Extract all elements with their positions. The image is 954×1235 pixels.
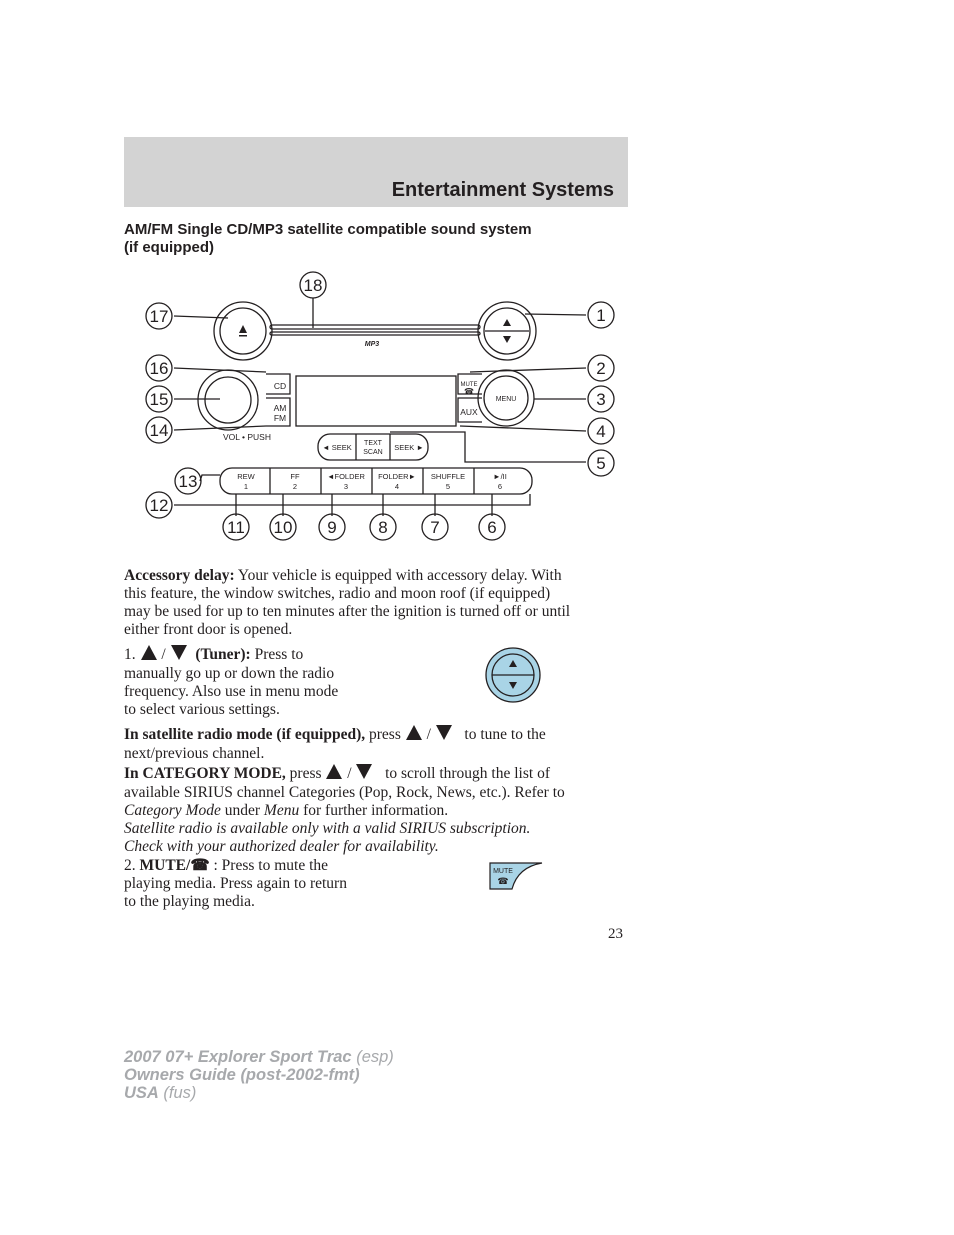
accessory-line1: Your vehicle is equipped with accessory delay. With (234, 567, 562, 584)
item1-line1: Press to (250, 646, 304, 663)
preset-6-top: ►/II (493, 472, 507, 481)
aux-label: AUX (460, 407, 478, 417)
seek-left-label: ◄ SEEK (322, 443, 352, 452)
menu-label: MENU (495, 396, 517, 403)
callout-9: 9 (327, 518, 337, 537)
item1-line2: manually go up or down the radio (124, 665, 335, 682)
seek-right-label: SEEK ► (394, 443, 424, 452)
preset-4-num: 4 (394, 482, 400, 491)
mute-description (124, 857, 384, 911)
item1-line3: frequency. Also use in menu mode (124, 683, 339, 700)
header-band (124, 137, 628, 207)
item2-line3: to the playing media. (124, 893, 255, 910)
satellite-slash: / (426, 726, 431, 743)
up-arrow-icon (406, 725, 422, 740)
section-heading-line2: (if equipped) (124, 239, 214, 256)
phone-icon: ☎ (190, 857, 210, 874)
preset-5-num: 5 (445, 482, 451, 491)
callout-6: 6 (487, 518, 497, 537)
mute-button-illustration (488, 861, 544, 891)
vol-push-label: VOL • PUSH (222, 432, 272, 442)
mute-button-label: MUTE (493, 868, 513, 875)
down-arrow-icon (171, 645, 187, 660)
text-label: TEXT (364, 440, 382, 447)
callout-4: 4 (596, 422, 606, 441)
category-under: under (220, 802, 264, 819)
satellite-line2: next/previous channel. (124, 745, 265, 762)
preset-6-num: 6 (497, 482, 503, 491)
tuner-description (124, 645, 374, 719)
callout-10: 10 (273, 518, 293, 537)
mute-label: MUTE (460, 382, 478, 388)
callout-18: 18 (303, 276, 323, 295)
satellite-press: press (365, 726, 401, 743)
radio-faceplate-diagram (140, 270, 630, 548)
preset-4-top: FOLDER► (378, 472, 416, 481)
item2-line2: playing media. Press again to return (124, 875, 347, 892)
tuner-label: (Tuner): (195, 646, 251, 663)
callout-7: 7 (430, 518, 440, 537)
preset-2-num: 2 (292, 482, 298, 491)
callout-8: 8 (378, 518, 388, 537)
category-slash: / (347, 765, 352, 782)
down-arrow-icon (356, 764, 372, 779)
category-mode-paragraph (124, 764, 634, 856)
document-footer (124, 1048, 394, 1102)
satellite-after: to tune to the (464, 726, 546, 743)
down-arrow-icon (436, 725, 452, 740)
footer-line3-bold: USA (124, 1084, 159, 1102)
accessory-line2: this feature, the window switches, radio and moon roof (if equipped) (124, 585, 551, 602)
category-line2: available SIRIUS channel Categories (Pop, Rock, News, etc.). Refer to (124, 784, 565, 801)
mute-label-text: MUTE/ (139, 857, 191, 874)
item1-line4: to select various settings. (124, 701, 280, 718)
category-mode-ref: Category Mode (124, 802, 221, 819)
preset-5-top: SHUFFLE (430, 472, 466, 481)
item2-number: 2. (124, 857, 136, 874)
callout-14: 14 (149, 421, 169, 440)
callout-11: 11 (227, 518, 245, 537)
am-label: AM (273, 403, 287, 413)
callout-5: 5 (596, 454, 606, 473)
callout-1: 1 (596, 306, 606, 325)
sirius-note-line1: Satellite radio is available only with a valid SIRIUS subscription. (124, 820, 531, 837)
accessory-line4: either front door is opened. (124, 621, 293, 638)
fm-label: FM (273, 413, 287, 423)
scan-label: SCAN (363, 449, 383, 456)
up-arrow-icon (141, 645, 157, 660)
satellite-mode-paragraph (124, 725, 634, 763)
callout-15: 15 (149, 390, 169, 409)
phone-icon: ☎ (464, 387, 474, 396)
footer-line2-bold: Owners Guide (post-2002-fmt) (124, 1066, 360, 1084)
page-number: 23 (608, 926, 623, 942)
section-heading-line1: AM/FM Single CD/MP3 satellite compatible sound system (124, 221, 532, 238)
callout-2: 2 (596, 359, 606, 378)
accessory-line3: may be used for up to ten minutes after the ignition is turned off or until (124, 603, 571, 620)
preset-1-num: 1 (243, 482, 249, 491)
item2-line1: : Press to mute the (209, 857, 329, 874)
accessory-delay-label: Accessory delay: (124, 567, 235, 584)
menu-ref: Menu (263, 802, 300, 819)
footer-line3-rest: (fus) (158, 1084, 197, 1102)
category-after: to scroll through the list of (385, 765, 550, 782)
callout-16: 16 (149, 359, 169, 378)
satellite-mode-label: In satellite radio mode (if equipped), (124, 726, 366, 743)
mp3-logo: MP3 (364, 341, 380, 348)
category-mode-label: In CATEGORY MODE, (124, 765, 286, 782)
cd-label: CD (273, 381, 287, 391)
category-press: press (285, 765, 322, 782)
up-arrow-icon (326, 764, 342, 779)
preset-2-top: FF (290, 472, 300, 481)
category-further: for further information. (299, 802, 449, 819)
section-heading (124, 221, 594, 257)
page-section-title: Entertainment Systems (391, 179, 614, 201)
callout-17: 17 (149, 307, 169, 326)
accessory-delay-paragraph (124, 567, 634, 639)
footer-line1-bold: 2007 07+ Explorer Sport Trac (124, 1048, 352, 1066)
sirius-note-line2: Check with your authorized dealer for availability. (124, 838, 439, 855)
item1-slash: / (161, 646, 166, 663)
preset-3-num: 3 (343, 482, 349, 491)
callout-12: 12 (149, 496, 169, 515)
tuner-button-illustration (484, 646, 542, 704)
phone-icon: ☎ (497, 876, 509, 886)
item1-number: 1. (124, 646, 136, 663)
callout-3: 3 (596, 390, 606, 409)
callout-13: 13 (178, 472, 198, 491)
preset-1-top: REW (237, 472, 255, 481)
preset-3-top: ◄FOLDER (327, 472, 365, 481)
footer-line1-rest: (esp) (351, 1048, 394, 1066)
